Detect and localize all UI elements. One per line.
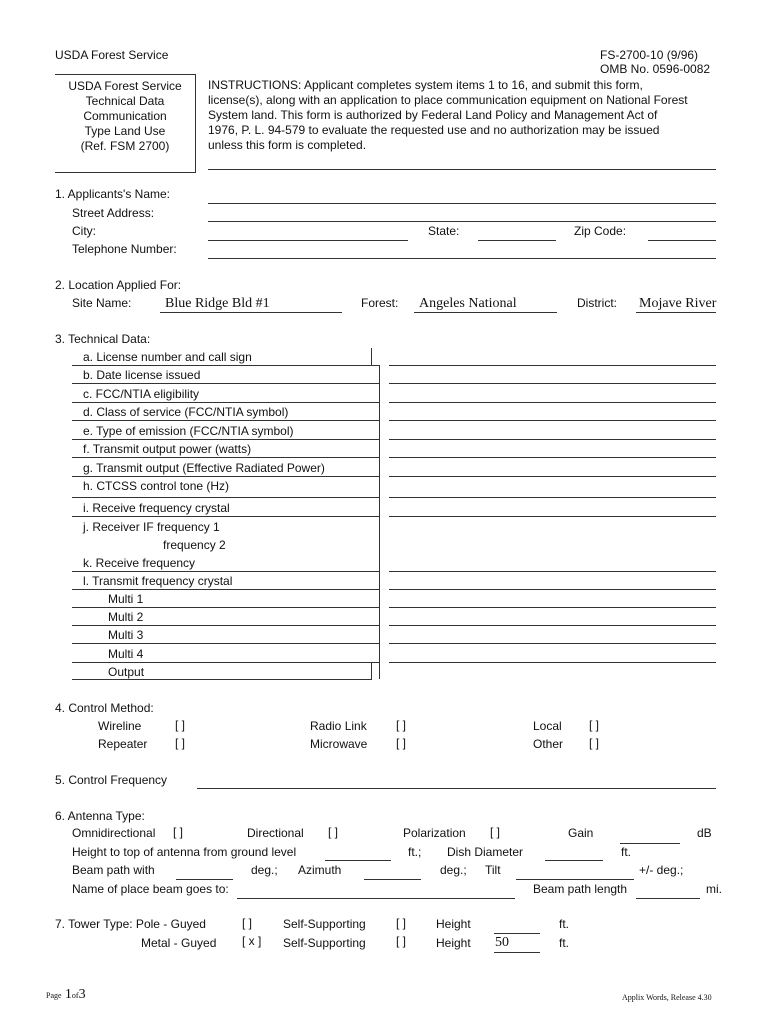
tech-row-label: f. Transmit output power (watts) — [83, 442, 252, 456]
omb-number: OMB No. 0596-0082 — [600, 62, 711, 76]
page-indicator — [46, 987, 86, 1003]
repeater-label: Repeater — [98, 737, 148, 751]
height-field[interactable] — [325, 860, 391, 861]
tech-row-label: j. Receiver IF frequency 1 — [83, 520, 220, 534]
box-title-line: Communication — [83, 109, 167, 123]
microwave-checkbox[interactable]: [ ] — [396, 736, 407, 750]
instructions-line: 1976, P. L. 94-579 to evaluate the requested use and no authorization may be issued — [208, 123, 660, 137]
state-label: State: — [428, 224, 460, 238]
tech-row-label: d. Class of service (FCC/NTIA symbol) — [83, 405, 289, 419]
ft-unit-2: ft. — [559, 936, 570, 950]
s6-title: 6. Antenna Type: — [55, 809, 145, 823]
box-title-line: Type Land Use — [84, 124, 166, 138]
polarization-label: Polarization — [403, 826, 466, 840]
dish-field[interactable] — [545, 860, 603, 861]
dish-unit: ft. — [621, 845, 632, 859]
s2-title: 2. Location Applied For: — [55, 278, 182, 292]
self-supporting-checkbox-1[interactable]: [ ] — [396, 916, 407, 930]
tech-row-label: frequency 2 — [163, 538, 226, 552]
tech-row-label: c. FCC/NTIA eligibility — [83, 387, 200, 401]
tilt-field[interactable] — [516, 879, 634, 880]
name-field[interactable] — [208, 203, 716, 204]
radio-link-checkbox[interactable]: [ ] — [396, 718, 407, 732]
height-label: Height to top of antenna from ground level — [72, 845, 297, 859]
s5-title: 5. Control Frequency — [55, 773, 168, 787]
omni-checkbox[interactable]: [ ] — [173, 825, 184, 839]
page-total: 3 — [78, 987, 86, 1002]
city-field[interactable] — [208, 240, 408, 241]
tilt-label: Tilt — [485, 863, 501, 877]
omni-label: Omnidirectional — [72, 826, 156, 840]
self-supporting-checkbox-2[interactable]: [ ] — [396, 934, 407, 948]
radio-link-label: Radio Link — [310, 719, 367, 733]
agency-name: USDA Forest Service — [55, 48, 169, 62]
azimuth-label: Azimuth — [298, 863, 342, 877]
metal-guyed-checkbox[interactable]: [ x ] — [242, 934, 262, 948]
city-label: City: — [72, 224, 96, 238]
forest-value[interactable]: Angeles National — [419, 296, 517, 311]
site-label: Site Name: — [72, 296, 132, 310]
of-word: of — [71, 991, 79, 1000]
tech-row-label: b. Date license issued — [83, 368, 201, 382]
microwave-label: Microwave — [310, 737, 368, 751]
height-field-1[interactable] — [494, 933, 540, 934]
repeater-checkbox[interactable]: [ ] — [175, 736, 186, 750]
height-value-2[interactable]: 50 — [495, 935, 509, 950]
tech-row-label: g. Transmit output (Effective Radiated Power) — [83, 461, 325, 475]
tech-row-label: e. Type of emission (FCC/NTIA symbol) — [83, 424, 294, 438]
zip-label: Zip Code: — [574, 224, 627, 238]
db-unit: dB — [697, 826, 712, 840]
directional-checkbox[interactable]: [ ] — [328, 825, 339, 839]
beam-length-label: Beam path length — [533, 882, 628, 896]
metal-guyed-label: Metal - Guyed — [141, 936, 217, 950]
site-field — [160, 312, 342, 313]
district-label: District: — [577, 296, 617, 310]
form-title-box — [55, 74, 196, 173]
azimuth-field[interactable] — [364, 879, 421, 880]
self-supporting-label-1: Self-Supporting — [283, 917, 366, 931]
tilt-unit: +/- deg.; — [639, 863, 684, 877]
height-field-2 — [494, 952, 540, 953]
s7-title: 7. Tower Type: Pole - Guyed — [55, 917, 206, 931]
form-number: FS-2700-10 (9/96) — [600, 48, 699, 62]
s1-title: 1. Applicants's Name: — [55, 187, 171, 201]
tech-row-label: a. License number and call sign — [83, 350, 252, 364]
local-checkbox[interactable]: [ ] — [589, 718, 600, 732]
s3-title: 3. Technical Data: — [55, 332, 151, 346]
dish-label: Dish Diameter — [447, 845, 524, 859]
box-title-line: Technical Data — [85, 94, 165, 108]
site-value[interactable]: Blue Ridge Bld #1 — [165, 296, 270, 311]
instructions-line: INSTRUCTIONS: Applicant completes system items 1 to 16, and submit this form, — [208, 78, 643, 92]
height-label-1: Height — [436, 917, 471, 931]
instructions-line: System land. This form is authorized by Federal Land Policy and Management Act of — [208, 108, 658, 122]
local-label: Local — [533, 719, 562, 733]
district-field — [636, 312, 716, 313]
control-frequency-field[interactable] — [197, 788, 716, 789]
height-label-2: Height — [436, 936, 471, 950]
instructions-line: license(s), along with an application to place communication equipment on National Forest — [208, 93, 688, 107]
beam-length-field[interactable] — [636, 898, 700, 899]
forest-label: Forest: — [361, 296, 399, 310]
street-field[interactable] — [208, 221, 716, 222]
height-unit: ft.; — [408, 845, 422, 859]
tech-row-label: Multi 3 — [108, 628, 144, 642]
box-title-line: (Ref. FSM 2700) — [80, 139, 170, 153]
polarization-checkbox[interactable]: [ ] — [490, 825, 501, 839]
page-number: 1 — [64, 987, 72, 1002]
ft-unit-1: ft. — [559, 917, 570, 931]
instructions — [208, 78, 688, 153]
forest-field — [414, 312, 557, 313]
s4-title: 4. Control Method: — [55, 701, 154, 715]
page-word: Page — [46, 991, 62, 1000]
beam-path-label: Beam path with — [72, 863, 155, 877]
place-field[interactable] — [237, 898, 515, 899]
mi-unit: mi. — [706, 882, 722, 896]
beam-path-field[interactable] — [176, 879, 233, 880]
tech-row-label: Multi 4 — [108, 647, 144, 661]
tech-row-label: i. Receive frequency crystal — [83, 501, 230, 515]
tech-row-label: Output — [108, 665, 145, 679]
gain-label: Gain — [568, 826, 594, 840]
azimuth-deg-unit: deg.; — [440, 863, 467, 877]
tech-row-label: Multi 2 — [108, 610, 144, 624]
wireline-label: Wireline — [98, 719, 142, 733]
box-title-line: USDA Forest Service — [68, 79, 182, 93]
pole-guyed-checkbox[interactable]: [ ] — [242, 916, 253, 930]
phone-label: Telephone Number: — [72, 242, 177, 256]
other-label: Other — [533, 737, 564, 751]
wireline-checkbox[interactable]: [ ] — [175, 718, 186, 732]
phone-field[interactable] — [208, 258, 716, 259]
instructions-rule — [208, 169, 716, 170]
district-value[interactable]: Mojave River — [639, 296, 717, 311]
beam-deg-unit: deg.; — [251, 863, 278, 877]
directional-label: Directional — [247, 826, 304, 840]
tech-row-label: k. Receive frequency — [83, 556, 196, 570]
zip-field[interactable] — [648, 240, 716, 241]
instructions-line: unless this form is completed. — [208, 138, 367, 152]
tech-row-label: h. CTCSS control tone (Hz) — [83, 479, 230, 493]
other-checkbox[interactable]: [ ] — [589, 736, 600, 750]
gain-field[interactable] — [620, 843, 680, 844]
self-supporting-label-2: Self-Supporting — [283, 936, 366, 950]
tech-row-label: Multi 1 — [108, 592, 144, 606]
tech-row-label: l. Transmit frequency crystal — [83, 574, 233, 588]
place-label: Name of place beam goes to: — [72, 882, 229, 896]
state-field[interactable] — [478, 240, 556, 241]
street-label: Street Address: — [72, 206, 155, 220]
release-note: Applix Words, Release 4.30 — [622, 993, 712, 1002]
